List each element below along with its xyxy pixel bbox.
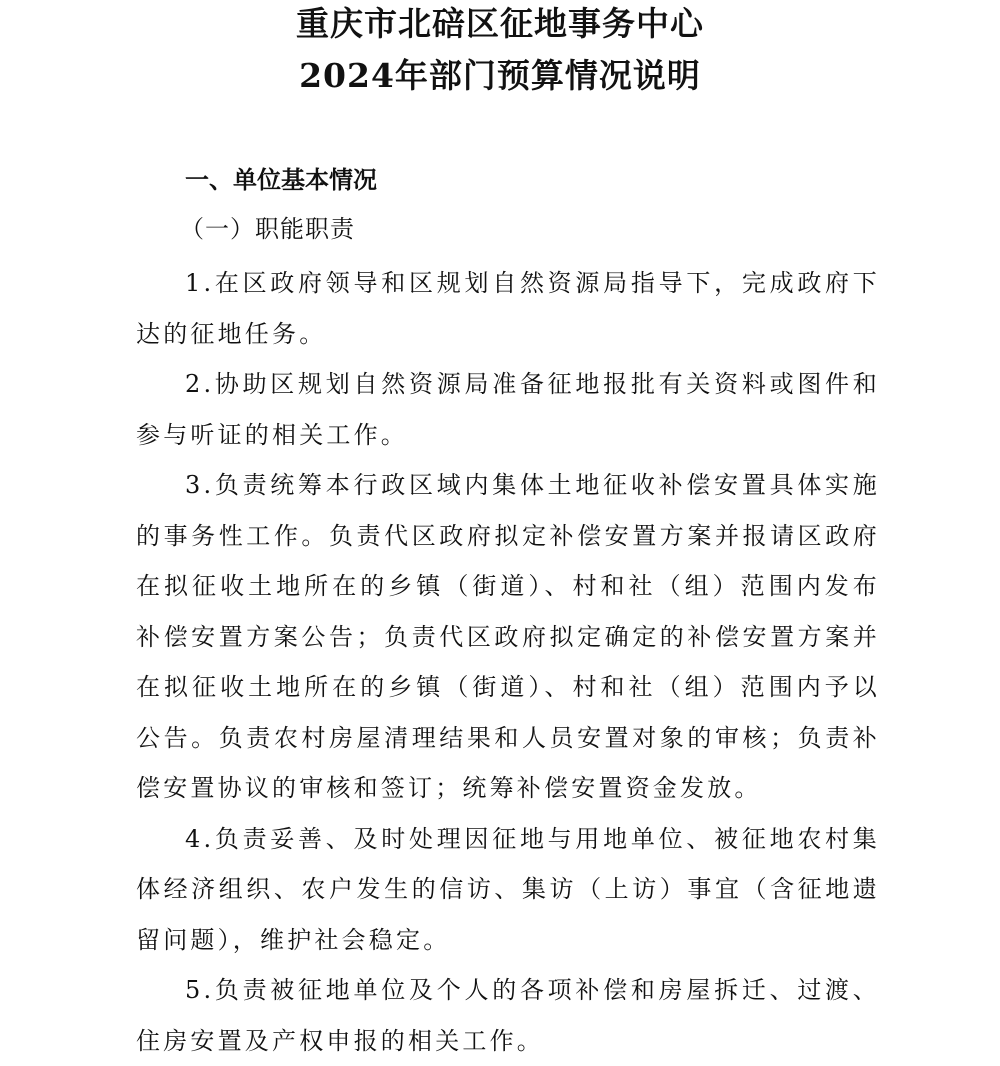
section-heading: 一、单位基本情况: [185, 165, 377, 194]
paragraph-5: 5.负责被征地单位及个人的各项补偿和房屋拆迁、过渡、住房安置及产权申报的相关工作。: [136, 976, 880, 1055]
paragraph-4: 4.负责妥善、及时处理因征地与用地单位、被征地农村集体经济组织、农户发生的信访、集访（上访）事宜（含征地遗留问题），维护社会稳定。: [136, 824, 880, 954]
paragraph-3: 3.负责统筹本行政区域内集体土地征收补偿安置具体实施的事务性工作。负责代区政府拟定补偿安置方案并报请区政府在拟征收土地所在的乡镇（街道）、村和社（组）范围内发布补偿安置方案公告；负责代区政府拟定确定的补偿安置方案并在拟征收土地所在的乡镇（街道）、村和社（组）范围内予以公告。负责农村房屋清理结果和人员安置对象的审核；负责补偿安置协议的审核和签订；统筹补偿安置资金发放。: [136, 471, 880, 802]
document-title-line-1: 重庆市北碚区征地事务中心: [296, 4, 704, 43]
paragraph-1: 1.在区政府领导和区规划自然资源局指导下，完成政府下达的征地任务。: [136, 269, 880, 348]
document-body: [136, 258, 880, 1066]
sub-heading: （一）职能职责: [180, 215, 355, 243]
document-title-line-2: 2024年部门预算情况说明: [299, 56, 701, 95]
paragraph-2: 2.协助区规划自然资源局准备征地报批有关资料或图件和参与听证的相关工作。: [136, 370, 880, 449]
